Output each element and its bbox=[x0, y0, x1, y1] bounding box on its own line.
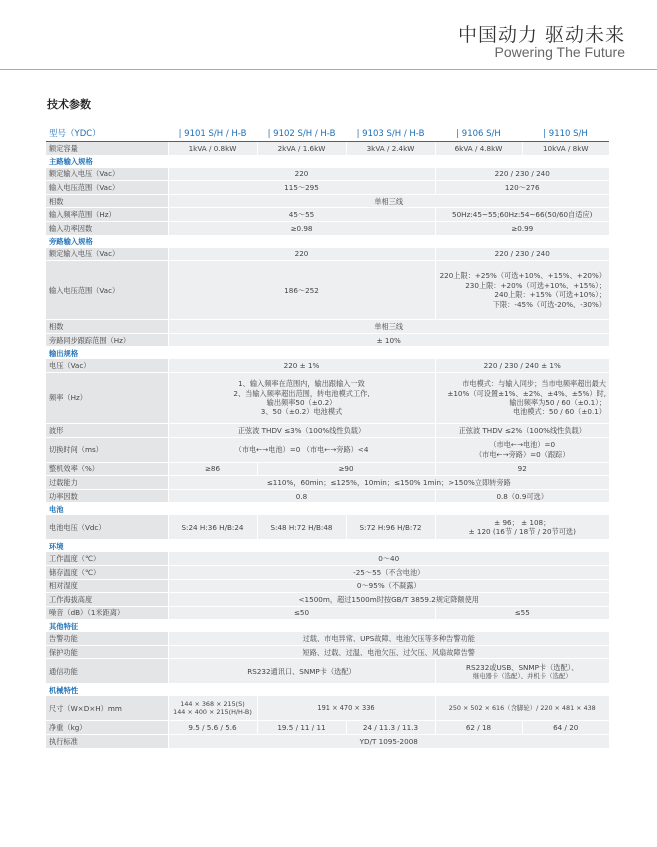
cell: RS232通讯口、SNMP卡（选配） bbox=[168, 659, 435, 684]
cell: 0.8（0.9可选） bbox=[435, 489, 609, 503]
table-row bbox=[46, 515, 609, 540]
table-row bbox=[46, 476, 609, 490]
cell: 220 bbox=[168, 248, 435, 261]
line: 220上限：+25%（可选+10%、+15%、+20%） bbox=[439, 271, 606, 281]
cell: 220 / 230 / 240 ± 1% bbox=[435, 359, 609, 372]
table-row bbox=[46, 696, 609, 721]
model-9102: | 9102 S/H / H-B bbox=[257, 127, 346, 142]
cell: S:24 H:36 H/B:24 bbox=[168, 515, 257, 540]
table-row bbox=[46, 248, 609, 261]
category-title: 环境 bbox=[46, 540, 609, 553]
row-label: 储存温度（℃） bbox=[46, 565, 168, 579]
table-row bbox=[46, 632, 609, 645]
row-label: 相对湿度 bbox=[46, 579, 168, 593]
cell: 0～95%（不凝露） bbox=[168, 579, 609, 593]
table-row bbox=[46, 721, 609, 735]
model-row bbox=[46, 127, 609, 142]
cell: ≤50 bbox=[168, 606, 435, 620]
spec-table bbox=[46, 127, 609, 749]
row-label: 功率因数 bbox=[46, 489, 168, 503]
table-row bbox=[46, 645, 609, 659]
table-row bbox=[46, 181, 609, 195]
row-label: 通信功能 bbox=[46, 659, 168, 684]
cell: 19.5 / 11 / 11 bbox=[257, 721, 346, 735]
row-label: 输入功率因数 bbox=[46, 221, 168, 235]
header-title-en: Powering The Future bbox=[494, 44, 625, 60]
category-row bbox=[46, 540, 609, 553]
row-label: 工作海拔高度 bbox=[46, 593, 168, 607]
row-label: 过载能力 bbox=[46, 476, 168, 490]
header-title-cn: 中国动力 驱动未来 bbox=[457, 24, 625, 46]
line: ± 96； ± 108； bbox=[494, 517, 551, 527]
cell: ≤55 bbox=[435, 606, 609, 620]
row-label: 工作温度（℃） bbox=[46, 552, 168, 565]
cell: ± 10% bbox=[168, 333, 609, 347]
section-title: 技术参数 bbox=[47, 98, 91, 111]
line: 3、50（±0.2）电池模式 bbox=[260, 407, 343, 417]
table-row bbox=[46, 606, 609, 620]
row-label: 额定输入电压（Vac） bbox=[46, 248, 168, 261]
row-label: 净重（kg） bbox=[46, 721, 168, 735]
cell-multiline bbox=[435, 437, 609, 462]
cell: S:48 H:72 H/B:48 bbox=[257, 515, 346, 540]
category-row bbox=[46, 347, 609, 360]
line: 下限：-45%（可选-20%、-30%） bbox=[492, 299, 606, 309]
cell: -25～55（不含电池） bbox=[168, 565, 609, 579]
category-title: 主路输入规格 bbox=[46, 155, 609, 168]
category-row bbox=[46, 235, 609, 248]
cell: 220 / 230 / 240 bbox=[435, 248, 609, 261]
row-label: 噪音（dB）（1米距离） bbox=[46, 606, 168, 620]
table-row bbox=[46, 261, 609, 320]
cell: 2kVA / 1.6kW bbox=[257, 142, 346, 156]
table-row bbox=[46, 552, 609, 565]
table-row bbox=[46, 579, 609, 593]
cell: 6kVA / 4.8kW bbox=[435, 142, 522, 156]
cell: 单相三线 bbox=[168, 320, 609, 334]
cell: 220 ± 1% bbox=[168, 359, 435, 372]
row-label: 电压（Vac） bbox=[46, 359, 168, 372]
table-row bbox=[46, 462, 609, 476]
table-row bbox=[46, 565, 609, 579]
table-row bbox=[46, 423, 609, 437]
line: 144 × 400 × 215(H/H-B) bbox=[173, 708, 252, 717]
table-row bbox=[46, 735, 609, 749]
cell-multiline bbox=[435, 261, 609, 320]
cell: ≥86 bbox=[168, 462, 257, 476]
model-9101: | 9101 S/H / H-B bbox=[168, 127, 257, 142]
line: 输出频率为50 / 60（±0.1）； bbox=[509, 397, 606, 407]
category-title: 输出规格 bbox=[46, 347, 609, 360]
cell: 0.8 bbox=[168, 489, 435, 503]
row-label: 输入电压范围（Vac） bbox=[46, 181, 168, 195]
header-divider bbox=[0, 69, 657, 70]
cell: ≥0.99 bbox=[435, 221, 609, 235]
cell: ≥0.98 bbox=[168, 221, 435, 235]
row-label: 切换时间（ms） bbox=[46, 437, 168, 462]
table-row bbox=[46, 659, 609, 684]
table-row bbox=[46, 142, 609, 156]
cell: （市电←→电池）=0 （市电←→旁路）<4 bbox=[168, 437, 435, 462]
table-row bbox=[46, 333, 609, 347]
page-header bbox=[0, 0, 657, 70]
cell: 0～40 bbox=[168, 552, 609, 565]
line: 144 × 368 × 215(S) bbox=[180, 700, 245, 709]
cell-multiline bbox=[168, 372, 435, 423]
line: 市电模式：与输入同步；当市电频率超出最大 bbox=[462, 379, 606, 389]
cell: 64 / 20 bbox=[522, 721, 609, 735]
table-row bbox=[46, 221, 609, 235]
cell-multiline bbox=[435, 515, 609, 540]
line: 1、输入频率在范围内，输出跟输入一致 bbox=[238, 379, 365, 389]
line: ±10%（可设置±1%、±2%、±4%、±5%）时, bbox=[447, 388, 606, 398]
table-row bbox=[46, 168, 609, 181]
cell: 186～252 bbox=[168, 261, 435, 320]
table-row bbox=[46, 372, 609, 423]
line: 电池模式：50 / 60（±0.1） bbox=[512, 407, 606, 417]
line: 240上限：+15%（可选+10%）； bbox=[494, 290, 606, 300]
category-row bbox=[46, 155, 609, 168]
category-row bbox=[46, 503, 609, 516]
row-label: 整机效率（%） bbox=[46, 462, 168, 476]
category-title: 其他特征 bbox=[46, 620, 609, 633]
row-label: 输入电压范围（Vac） bbox=[46, 261, 168, 320]
line: 继电器卡（选配）、并机卡（选配） bbox=[472, 671, 572, 680]
row-label: 保护功能 bbox=[46, 645, 168, 659]
cell: 3kVA / 2.4kW bbox=[346, 142, 435, 156]
cell: 120～276 bbox=[435, 181, 609, 195]
line: 230上限：+20%（可选+10%、+15%）； bbox=[465, 280, 606, 290]
cell: 92 bbox=[435, 462, 609, 476]
model-9106: | 9106 S/H bbox=[435, 127, 522, 142]
cell: 1kVA / 0.8kW bbox=[168, 142, 257, 156]
table-row bbox=[46, 208, 609, 222]
cell: <1500m，超过1500m时按GB/T 3859.2规定降额使用 bbox=[168, 593, 609, 607]
category-title: 旁路输入规格 bbox=[46, 235, 609, 248]
row-label: 相数 bbox=[46, 320, 168, 334]
cell: 250 × 502 × 616（含脚轮）/ 220 × 481 × 438 bbox=[435, 696, 609, 721]
cell: ≥90 bbox=[257, 462, 435, 476]
cell: 220 bbox=[168, 168, 435, 181]
line: ± 120 (16节 / 18节 / 20节可选) bbox=[468, 527, 576, 537]
table-row bbox=[46, 320, 609, 334]
cell: 62 / 18 bbox=[435, 721, 522, 735]
line: 输出频率50（±0.2） bbox=[266, 397, 337, 407]
row-label: 波形 bbox=[46, 423, 168, 437]
cell: 单相三线 bbox=[168, 194, 609, 208]
row-label: 执行标准 bbox=[46, 735, 168, 749]
model-9110: | 9110 S/H bbox=[522, 127, 609, 142]
cell: 115～295 bbox=[168, 181, 435, 195]
row-label: 告警功能 bbox=[46, 632, 168, 645]
cell: 正弦波 THDV ≤3%（100%线性负载） bbox=[168, 423, 435, 437]
table-row bbox=[46, 437, 609, 462]
category-title: 机械特性 bbox=[46, 684, 609, 697]
table-row bbox=[46, 194, 609, 208]
row-label: 额定输入电压（Vac） bbox=[46, 168, 168, 181]
cell: YD/T 1095-2008 bbox=[168, 735, 609, 749]
cell: ≤110%，60min；≤125%，10min；≤150% 1min；>150%立即转旁路 bbox=[168, 476, 609, 490]
cell: 过载、市电异常、UPS故障、电池欠压等多种告警功能 bbox=[168, 632, 609, 645]
row-label: 电池电压（Vdc） bbox=[46, 515, 168, 540]
cell-multiline bbox=[435, 659, 609, 684]
cell: 45～55 bbox=[168, 208, 435, 222]
table-row bbox=[46, 489, 609, 503]
cell: 191 × 470 × 336 bbox=[257, 696, 435, 721]
row-label: 旁路同步跟踪范围（Hz） bbox=[46, 333, 168, 347]
line: （市电←→旁路）=0（跟踪） bbox=[474, 449, 570, 459]
line: （市电←→电池）=0 bbox=[489, 440, 556, 450]
category-row bbox=[46, 684, 609, 697]
cell-multiline bbox=[168, 696, 257, 721]
row-label: 频率（Hz） bbox=[46, 372, 168, 423]
cell: 9.5 / 5.6 / 5.6 bbox=[168, 721, 257, 735]
model-label: 型号（YDC） bbox=[46, 127, 168, 142]
row-label: 额定容量 bbox=[46, 142, 168, 156]
cell: 24 / 11.3 / 11.3 bbox=[346, 721, 435, 735]
row-label: 相数 bbox=[46, 194, 168, 208]
category-row bbox=[46, 620, 609, 633]
cell-multiline bbox=[435, 372, 609, 423]
line: RS232或USB、SNMP卡（选配）、 bbox=[466, 662, 579, 672]
line: 2、当输入频率超出范围，转电池模式工作, bbox=[233, 388, 370, 398]
cell: S:72 H:96 H/B:72 bbox=[346, 515, 435, 540]
table-row bbox=[46, 359, 609, 372]
cell: 50Hz:45~55;60Hz:54~66(50/60自适应) bbox=[435, 208, 609, 222]
cell: 短路、过载、过温、电池欠压、过欠压、风扇故障告警 bbox=[168, 645, 609, 659]
category-title: 电池 bbox=[46, 503, 609, 516]
row-label: 输入频率范围（Hz） bbox=[46, 208, 168, 222]
cell: 10kVA / 8kW bbox=[522, 142, 609, 156]
cell: 正弦波 THDV ≤2%（100%线性负载） bbox=[435, 423, 609, 437]
cell: 220 / 230 / 240 bbox=[435, 168, 609, 181]
row-label: 尺寸（W×D×H）mm bbox=[46, 696, 168, 721]
table-row bbox=[46, 593, 609, 607]
model-9103: | 9103 S/H / H-B bbox=[346, 127, 435, 142]
